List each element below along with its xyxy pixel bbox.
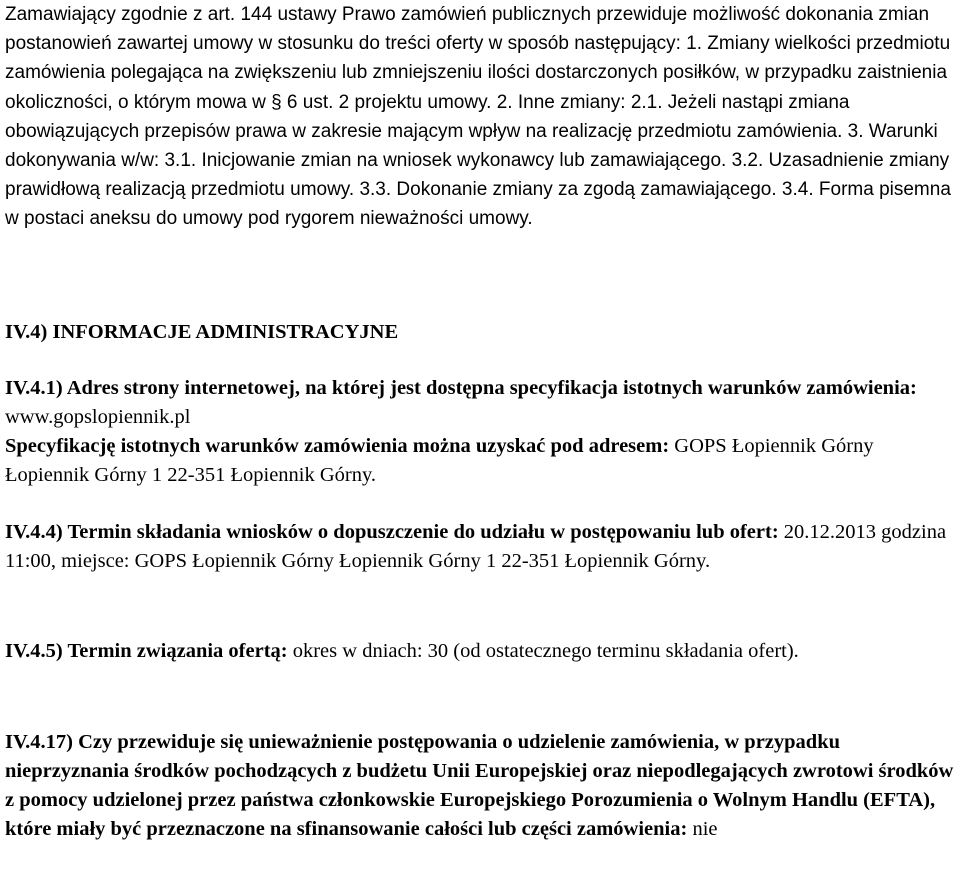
spec-address-value: GOPS Łopiennik Górny Łopiennik Górny 1 22-351 Łopiennik Górny. xyxy=(5,435,874,486)
spec-address-paragraph xyxy=(5,432,955,490)
offer-binding-label: IV.4.5) Termin związania ofertą: xyxy=(5,640,288,662)
section-heading-administrative-info: IV.4) INFORMACJE ADMINISTRACYJNE xyxy=(5,321,399,343)
offer-binding-paragraph xyxy=(5,637,955,666)
spec-address-label: Specyfikację istotnych warunków zamówienia można uzyskać pod adresem: xyxy=(5,435,670,457)
website-address-label: IV.4.1) Adres strony internetowej, na której jest dostępna specyfikacja istotnych warunków zamówienia: xyxy=(5,377,917,399)
website-address-value: www.gopslopiennik.pl xyxy=(5,406,191,428)
website-address-paragraph xyxy=(5,374,955,432)
section-cancellation-eu-funds xyxy=(5,728,955,844)
submission-deadline-paragraph xyxy=(5,518,955,576)
submission-deadline-value: 20.12.2013 godzina 11:00, miejsce: GOPS Łopiennik Górny Łopiennik Górny 1 22-351 Łopiennik Górny. xyxy=(5,521,947,572)
offer-binding-value: okres w dniach: 30 (od ostatecznego terminu składania ofert). xyxy=(287,640,799,662)
cancellation-value: nie xyxy=(687,818,718,840)
section-submission-deadline xyxy=(5,518,955,576)
cancellation-paragraph xyxy=(5,728,955,844)
section-offer-binding-period xyxy=(5,637,955,666)
contract-amendments-paragraph: Zamawiający zgodnie z art. 144 ustawy Prawo zamówień publicznych przewiduje możliwość dokonania zmian postanowień zawartej umowy w stosunku do treści oferty w sposób następujący: 1. Zmiany wielkości przedmiotu zamówienia polegająca na zwiększeniu lub zmniejszeniu ilości dostarczonych posiłków, w przypadku zaistnienia okoliczności, o którym mowa w § 6 ust. 2 projektu umowy. 2. Inne zmiany: 2.1. Jeżeli nastąpi zmiana obowiązujących przepisów prawa w zakresie mającym wpływ na realizację przedmiotu zamówienia. 3. Warunki dokonywania w/w: 3.1. Inicjowanie zmian na wniosek wykonawcy lub zamawiającego. 3.2. Uzasadnienie zmiany prawidłową realizacją przedmiotu umowy. 3.3. Dokonanie zmiany za zgodą zamawiającego. 3.4. Forma pisemna w postaci aneksu do umowy pod rygorem nieważności umowy. xyxy=(5,4,951,230)
section-website-address xyxy=(5,374,955,490)
submission-deadline-label: IV.4.4) Termin składania wniosków o dopuszczenie do udziału w postępowaniu lub ofert: xyxy=(5,521,779,543)
cancellation-label: IV.4.17) Czy przewiduje się unieważnienie postępowania o udzielenie zamówienia, w przypadku nieprzyznania środków pochodzących z budżetu Unii Europejskiej oraz niepodlegających zwrotowi środków z pomocy udzielonej przez państwa członkowskie Europejskiego Porozumienia o Wolnym Handlu (EFTA), które miały być przeznaczone na sfinansowanie całości lub części zamówienia: xyxy=(5,731,954,840)
